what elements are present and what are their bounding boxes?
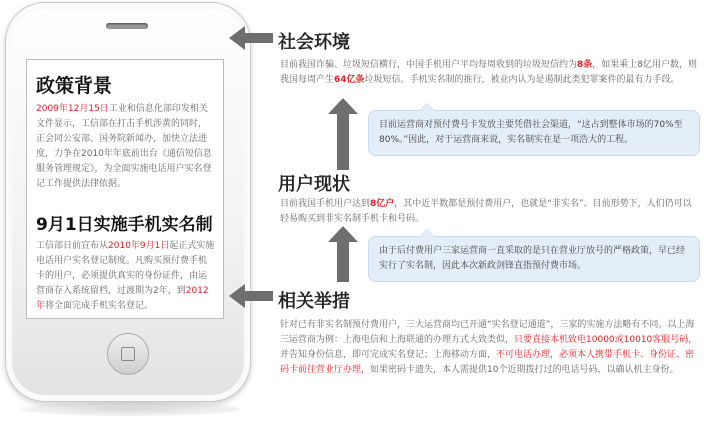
user-status-paragraph: [280, 197, 698, 227]
user-status-note: 由于后付费用户三家运营商一直采取的是只在营业厅放号的严格政策，早已经实行了实名制，因此本次新政剑锋直指预付费市场。: [368, 236, 700, 282]
social-note: 目前运营商对预付费号卡发放主要凭借社会渠道，“这占到整体市场的70%至80%。”因此，对于运营商来说，实名制实在是一项浩大的工程。: [368, 110, 700, 156]
phone-mockup: [5, 2, 251, 402]
section-title-user-status: 用户现状: [278, 174, 350, 195]
measures-red-1: 只要直接本机致电10000或10010客服号码: [514, 335, 689, 345]
measures-text-c: ，如果密码卡遗失，本人需提供10个近期拨打过的电话号码，以确认机主身份。: [361, 365, 679, 375]
arrow-up-icon: [328, 98, 358, 170]
date-highlight: 2009年12月15日: [36, 104, 109, 114]
social-text-a: 目前我国诈骗、垃圾短信横行，中国手机用户平均每周收到的垃圾短信约为: [280, 60, 578, 70]
year-highlight: 2012年: [36, 286, 209, 311]
measures-paragraph: [280, 318, 698, 378]
phone-speaker: [106, 23, 148, 29]
arrow-left-icon: [229, 284, 273, 308]
real-name-text: [36, 239, 215, 314]
social-text-c: 垃圾短信。手机实名制的推行，被业内认为是遏制此类犯罪案件的最有力手段。: [364, 75, 680, 85]
real-name-body-b: 起正式实施电话用户实名登记制度。凡购买预付费手机卡的用户，必须提供真实的身份证件，由运营商存入系统留档，过渡期为2年，到: [36, 241, 215, 296]
phone-shadow: [20, 402, 240, 416]
measures-red-2: 不可电话办理，必须本人携带手机卡、身份证、密码卡前往营业厅办理: [280, 350, 695, 375]
user-status-text-a: 目前我国手机用户达到: [280, 199, 371, 209]
measures-text-b: ，并告知身份信息，即可完成实名登记；上海移动方面，: [280, 335, 698, 360]
arrow-left-icon: [229, 26, 273, 50]
section-title-social: 社会环境: [278, 32, 350, 53]
real-name-body-c: 将全面完成手机实名登记。: [45, 301, 154, 311]
measures-text-a: 针对已有非实名制预付费用户，三大运营商均已开通“实名登记通道”，三家的实施方法略有不同。以上海三运营商为例：上海电信和上海联通的办理方式大致类似，: [280, 320, 695, 345]
social-num-2: 64亿条: [334, 75, 365, 85]
policy-background-text: [36, 102, 215, 192]
real-name-heading: 9月1日实施手机实名制: [36, 215, 213, 235]
home-button: [107, 333, 149, 375]
social-num-1: 8条: [577, 60, 593, 70]
arrow-up-icon: [328, 226, 358, 282]
user-status-text-b: ，其中近半数都是预付费用户，也就是“非实名”。目前形势下，人们仍可以轻易购买到非实名制手机卡和号码。: [280, 199, 692, 224]
real-name-body-a: 工信部日前宣布从: [36, 241, 109, 251]
social-paragraph: [280, 58, 698, 88]
policy-background-body: 工业和信息化部印发相关文件显示，工信部在打击手机涉黄的同时，正会同公安部、国务院新闻办，加快立法进度，力争在2010年年底前出台《通信短信息服务管理规定》，为全面实施电话用户实名登记工作提供法律依据。: [36, 104, 212, 189]
social-text-b: ，如果乘上8亿用户数，则我国每周产生: [280, 60, 698, 85]
user-status-num: 8亿户: [370, 199, 395, 209]
phone-screen: [26, 59, 224, 319]
date-highlight-2: 2010年9月1日: [108, 241, 170, 251]
section-title-measures: 相关举措: [278, 291, 350, 312]
policy-background-heading: 政策背景: [36, 75, 113, 97]
